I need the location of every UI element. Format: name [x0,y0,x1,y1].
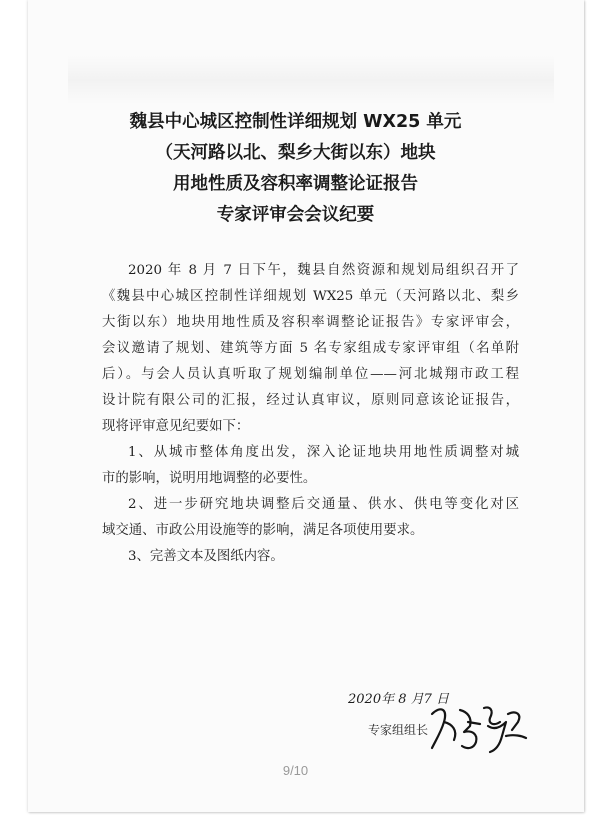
body-line-4: 会议邀请了规划、建筑等方面 5 名专家组成专家评审组（名单附 [102,341,519,356]
document-title-line-2: （天河路以北、梨乡大街以东）地块 [155,143,436,163]
document-title-line-3: 用地性质及容积率调整论证报告 [173,174,418,194]
item-2-line-2: 域交通、市政公用设施等的影响，满足各项使用要求。 [102,523,424,538]
page-indicator: 9/10 [282,763,309,778]
document-title-line-1: 魏县中心城区控制性详细规划 WX25 单元 [129,112,462,132]
body-line-7: 现将评审意见纪要如下： [102,419,250,434]
signature-date: 2020年 8 月7 日 [348,692,450,707]
handwritten-signature [428,700,528,755]
item-1-line-1: 1、从城市整体角度出发，深入论证地块用地性质调整对城 [128,445,519,460]
body-line-6: 设计院有限公司的汇报，经过认真审议，原则同意该论证报告， [102,393,519,408]
body-line-2: 《魏县中心城区控制性详细规划 WX25 单元（天河路以北、梨乡 [102,289,519,304]
signature-label: 专家组组长 [368,723,429,737]
body-line-1: 2020 年 8 月 7 日下午，魏县自然资源和规划局组织召开了 [128,263,519,278]
body-line-5: 后）。与会人员认真听取了规划编制单位——河北城翔市政工程 [102,367,519,382]
body-line-3: 大街以东）地块用地性质及容积率调整论证报告》专家评审会， [102,315,519,330]
item-3-line-1: 3、完善文本及图纸内容。 [128,549,284,564]
item-1-line-2: 市的影响，说明用地调整的必要性。 [102,471,317,486]
item-2-line-1: 2、进一步研究地块调整后交通量、供水、供电等变化对区 [128,497,519,512]
document-title-line-4: 专家评审会会议纪要 [216,205,375,225]
